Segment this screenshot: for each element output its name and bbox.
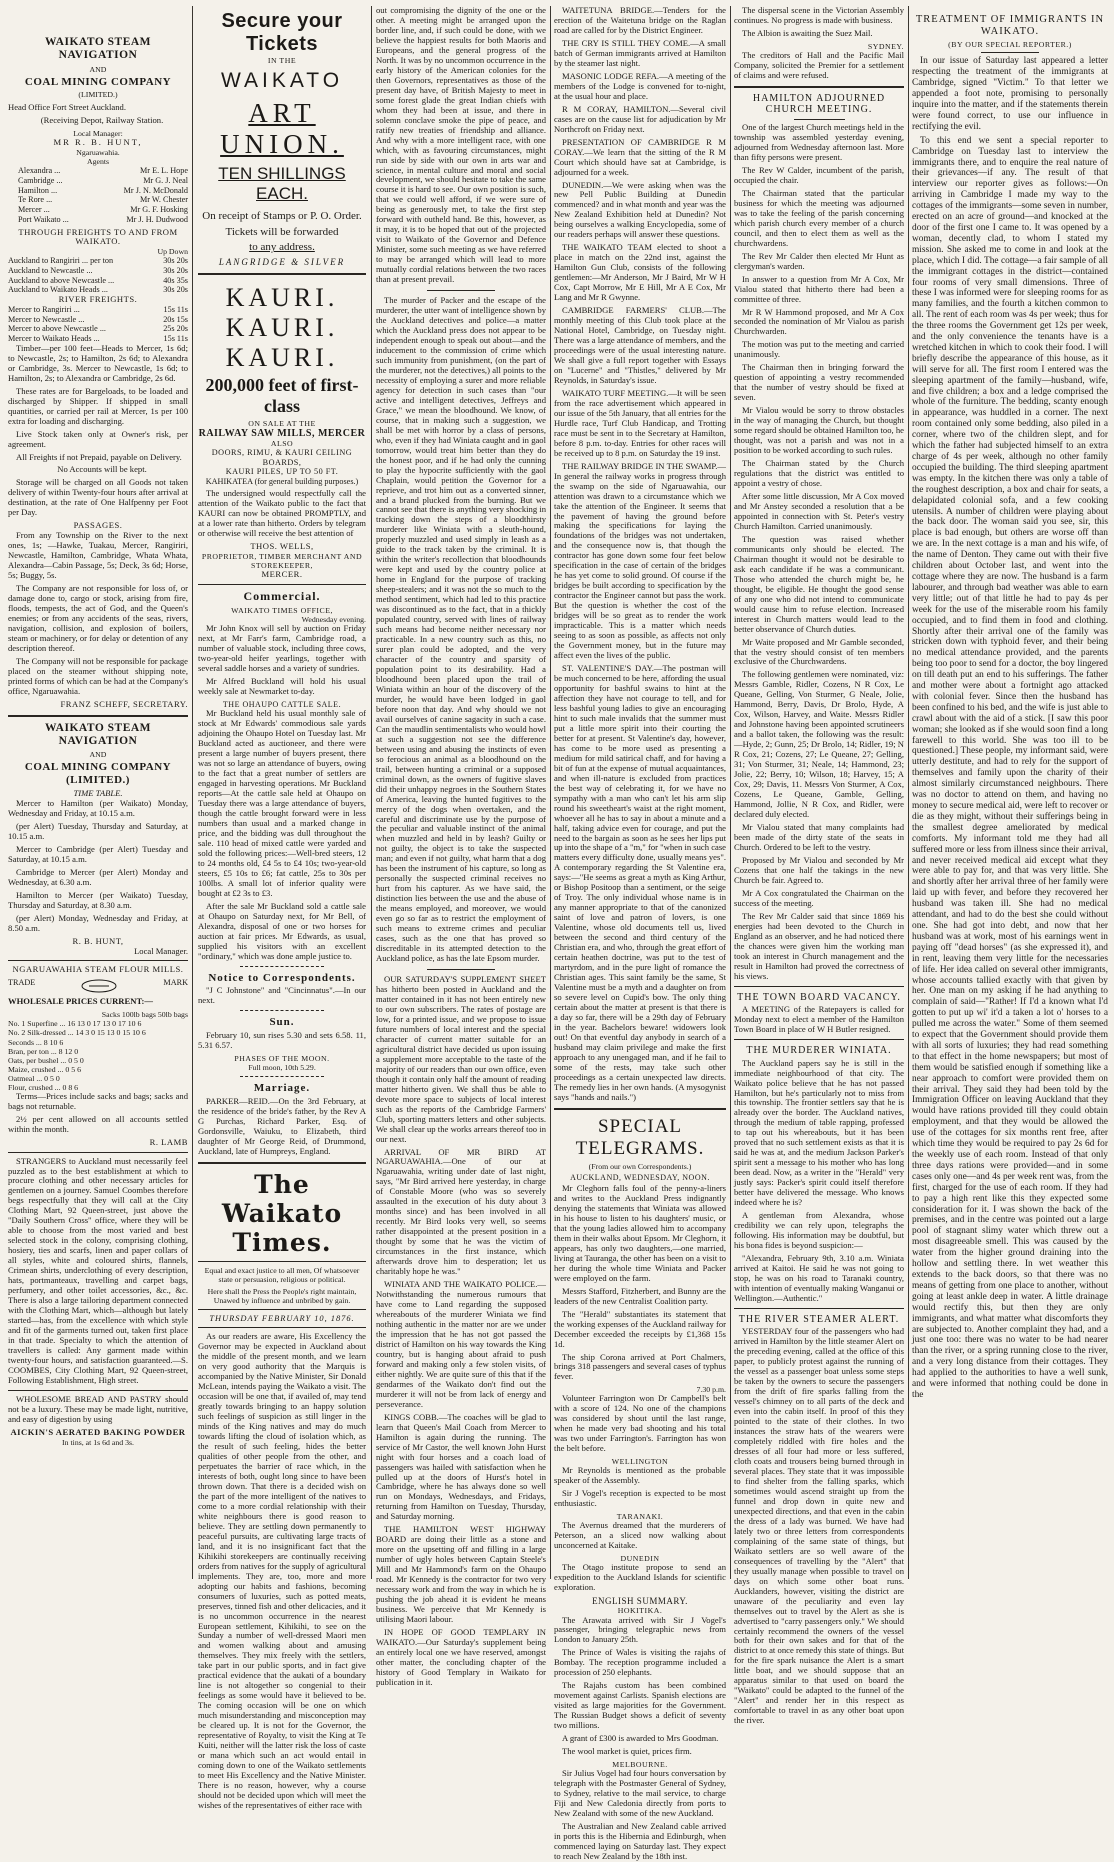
divider [734, 1308, 904, 1309]
secure-tickets-heading: Secure your Tickets [221, 10, 343, 56]
paragraph: The Australian and New Zealand cable arrived in ports this is the Hibernia and Edinburgh, when commenced laying on Saturday last. They expect to reach New Zealand by the 18th inst. [554, 1820, 726, 1861]
paragraph: No Accounts will be kept. [57, 464, 147, 475]
dateline: MELBOURNE. [612, 1760, 668, 1770]
paragraph: The Chairman then in bringing forward the question of appointing a vestry recommended that the number of vestry should be fixed at seven. [734, 362, 904, 403]
also: ALSO [270, 439, 294, 449]
wells-name: THOS. WELLS, [250, 541, 314, 552]
column-6 [912, 6, 1108, 1579]
paragraph: The Company will not be responsible for package placed on the steamer without shipping note, printed forms of which can be had at the Company's office, Ngaruawahia. [8, 655, 188, 696]
paragraph: 2½ per cent allowed on all accounts settled within the month. [8, 1113, 188, 1134]
paragraph: WAITETUNA BRIDGE.—Tenders for the erection of the Waitetuna bridge on the Raglan road are called for by the District Engineer. [554, 5, 726, 35]
divider [198, 273, 366, 275]
coombes-advert: STRANGERS to Auckland must necessarily feel puzzled as to the best establishment at which to procure clothing and other necessary articles for gentlemen on a journey. Samuel Coombes therefore begs respectfully that they will call at the City Clothing Mart, 92 Queen-street, just above the "Daily Southern Cross" office, where they will be able to choose from the most varied and best selected stock in the colony, comprising clothing, hosiery, ties and scarfs, linen and paper collars of all styles, white and coloured shirts, flannels, Crimean shirts, underclothing of every description, hats, portmanteaux, travelling and carpet bags, perfumery, and other toilet accessories, &c., &c. There is also a large tailoring department connected with the Clothing Mart, which—although but lately started—has, from the excellence with which style and fit of the garments turned out, taken first place in that trade. Specialty to which the attention of travellers is called: Any garment made within twenty-four hours, and satisfaction guaranteed.—S. COOMBES, City Clothing Mart, 92 Queen-street, Following Establishment, High street. [8, 1155, 188, 1385]
paragraph: Mr Reynolds is mentioned as the probable speaker of the Assembly. [554, 1465, 726, 1486]
section-heading: TREATMENT OF IMMIGRANTS IN WAIKATO. [915, 14, 1105, 38]
paragraph: Messrs Stafford, Fitzherbert, and Bunny are the leaders of the new Centralist Coalition party. [554, 1285, 726, 1306]
freights-title: THROUGH FREIGHTS TO AND FROM WAIKATO. [18, 226, 178, 247]
section-heading: THE MURDERER WINIATA. [746, 1045, 892, 1056]
paragraph: THE WAIKATO TEAM elected to shoot a place in match on the 22nd inst, against the Hamilton Gun Club, consists of the following gentlemen:—Mr Anderson, Mr J Baird, Mr W H Cox, Capt Morrow, Mr E Hill, Mr A E Cox, Mr Lang and Mr R Gwynne. [554, 242, 726, 303]
dateline: DUNEDIN [620, 1554, 660, 1564]
ten-shillings-heading: TEN SHILLINGS EACH. [218, 164, 346, 204]
paragraph: In our issue of Saturday last appeared a letter respecting the treatment of the immigrants at Cambridge, signed "Victim." To that letter we appended a foot note, promising to personally inquire into the matter, and if the statements therein were found correct, to use our influence in rectifying the evil. [912, 56, 1108, 132]
paragraph: MASONIC LODGE REFA.—A meeting of the members of the Lodge is convened for to-night, at the usual hour and place. [554, 70, 726, 101]
price-row: Flour, crushed ... 0 8 6 [8, 1082, 79, 1092]
bread-advert: WHOLESOME BREAD AND PASTRY should not be a luxury. These may be made light, nutritive, and easy of digestion by using [8, 1393, 188, 1424]
advert-receiving: (Receiving Depot, Railway Station. [40, 115, 164, 126]
divider [734, 986, 904, 987]
paragraph: A grant of £300 is awarded to Mrs Goodman. [562, 1733, 719, 1744]
paragraph: out compromising the dignity of the one or the other. A meeting might be arranged upon the border line, and, if such could be done, with we believe the happiest results for both Maoris and Europeans, and the general progress of the North. It was by no uncommon occurrence in the early history of the American colonies for the then Governors, representatives as those of the present day have, of British Majesty to meet in some forest glade the great Indian chiefs with whom they had been at issue, and there in solemn conclave smoke the pipe of peace, and ratify new treaties of friendship and alliance. And why with a more intelligent race, with one which, with as favouring circumstances, might run side by side with our own in arts war and science, in mental culture and moral and social development, we should hesitate to take the same course it is hard to see. Our own position is such, that we could well afford, if we were sure of being as generously met, to take the first step forward with outheld hand. Be this, however, as it may, it is to be hoped that out of the projected visit to Waikato of the Governor and Defence Minister, some such meeting as we have referred to may be arranged which will lead to more mutually cordial relations between the two races than at present prevail. [376, 5, 546, 285]
kauri-heading: KAURI. KAURI. KAURI. [225, 282, 339, 372]
paragraph: YESTERDAY four of the passengers who had arrived in Hamilton by the little steamer Alert on the preceding evening, called at the office of this paper, to publicly protest against the running of the vessel as a passenger boat unless some steps be taken by the owners to secure the passengers from the drift of fire sparks falling from the vessel's chimney on to all parts of the deck and even into the cabin itself. In proof of this they pointed to the state of their clothes. In two instances the straw hats of the wearers were completely riddled with fire holes and the dresses of all four had more or less suffered, cloth coats and trousers being burned through in several places. They state that it was impossible to find shelter from the falling sparks, which sometimes would ascend straight up from the funnel and drop down in quite new and unexpected directions, and that even in the cabin the dress of a lady was burned. We have had lately two or three letters from correspondents complaining of the same state of things, but Waikato settlers are so well aware of the consequences of travelling by the "Alert" that they usually manage when possible to travel on days on which some other boat runs. Aucklanders, however, visiting the district are unaware of the peculiarity and even lay themselves out to travel by the Alert as she is advertised to "carry passengers only." We should certainly recommend the owners of the vessel both for their own sakes and for that of the district to at once remedy this state of things. But for the fire spark nuisance the Alert is a smart little boat, and we should suppose that an apparatus similar to that used on board the "Waikato" could be adapted to the funnel of the "Alert" and render her in this respect as comfortable to travel in as any other boat upon the river. [734, 1326, 904, 1726]
freight-row: Auckland to above Newcastle ... 40s 35s [8, 275, 188, 285]
paragraph: THE HAMILTON WEST HIGHWAY BOARD are doing their little as a stone and more on the upsetting off and filling in a large number of ugly holes between Captain Steele's Mill and Mr Hammond's farm on the Ohaupo road. Mr Kennedy is the contractor for two very necessary work and from the way in which he is pushing the job ahead it is evident he means business. We perceive that Mr Kennedy is utilising Maori labour. [376, 1524, 546, 1625]
divider [8, 1390, 188, 1391]
freight-row: Auckland to Newcastle ... 30s 20s [8, 266, 188, 276]
divider [734, 1039, 904, 1040]
trade-mark-icon [79, 978, 119, 994]
paragraph: ST. VALENTINE'S DAY.—The postman will be much concerned to be here, affording the usual opportunity for bashful swains to hint at the affection they have not courage to tell, and for less bashful young ladies to give an encouraging hint to such male invalids that the summer must put a little more spirit into their courting the better for at present. St Valentine's day, however, has come to be more used as presenting a medium for mild satirical chaff, and for having a bit of fun at the expense of mutual acquaintances, and when ill-nature is excluded from practices the best way of celebrating it, for we have no sympathy with a man who can't let his arm slip round his sweetheart's waist at the right moment, whoever all he has to say in about a minute and a half, taking advice even for courage, and put the need to the bargain as soon as he sees her lips put up into the shape of a "m," for "when in such case matters every difficulty done, usually means yes". A contemporary regarding the St Valentine era, says:—"He seems as great a myth as King Arthur, or Bishop Positoop than a sentiment, or the seige of Troy. The only individual whose name is in any manner appropriate to that of the canonized saint of love and patron of lovers, is one Valentine, whose old documents tell us, lived between the second and third century of the Christian era, and who, through the great effort of certain heathen doctrine, was put to the test of martyrdom, and in the pure light of romance the Christian ages. This saint family be the same, St Valentine must be a myth and a daughter on from so severe level on Cupid's bow. The only thing certain about the matter at present is that there is a day so far, there will be a 29th day of February in the year. Bachelors beware! widowers look out! On that eventful day anybody in search of a husband may claim privilege and make the first approach to any unengaged man, and if he fail to some of the rests, may take such other proceedings as a certain unexpected law directs. The remedy lies in her own hands. (A mysogynist says "hands and nails.") [554, 663, 726, 1102]
dateline: WELLINGTON [611, 1457, 669, 1467]
column-3 [376, 5, 546, 1687]
paragraph: After the sale Mr Buckland sold a cattle sale at Ohaupo on Saturday next, for Mr Bell, of Alexandra, disposal of one or two horses for auction at fair prices. Mr Edwards, as usual, supplied his visitors with an excellent "ordinary," which was done ample justice to. [198, 900, 366, 961]
byline: (BY OUR SPECIAL REPORTER.) [948, 40, 1072, 50]
paragraph: PARKER—REID.—On the 3rd February, at the residence of the bride's father, by the Rev A G Purchas, Richard Parker, Esq. of Gordonsville, Waiuku, to Elizabeth, third daughter of Mr George Reid, of Drummond, Auckland, late of Humpreys, England. [198, 1095, 366, 1156]
agent-row: Alexandra ... Mr E. L. Hope [18, 166, 188, 176]
divider [8, 715, 188, 717]
paragraph: PRESENTATION OF CAMBRIDGE R M CORAY.—We learn that the sitting of the R M Court which should have sat at Cambridge, is adjourned for a week. [554, 136, 726, 177]
freight-row: Mercer to Waikato Heads ... 15s 11s [8, 334, 188, 344]
commercial-office: WAIKATO TIMES OFFICE, [231, 606, 333, 616]
paragraph: The question was raised whether communicants only should be elected. The Chairman thought it would not be desirable to ask each candidate if he was a communicant. Those who attended the church might be, he thought, be eligible. He thought the good sense of any one who did not intend to communicate would cause him to refuse election. Increased interest in Church matters would lead to the better observance of Church duties. [734, 533, 904, 634]
paragraph: Mr Waite proposed and Mr Gamble seconded, that the vestry should consist of ten members exclusive of the Churchwardens. [734, 636, 904, 667]
timetable-entry: (per Alert) Monday, Wednesday and Friday, at 8.50 a.m. [8, 912, 188, 933]
waikato-heading: WAIKATO [220, 69, 344, 93]
art-union-advert [198, 10, 366, 268]
paragraph: The wool market is quiet, prices firm. [562, 1746, 692, 1757]
price-row: Maize, crushed ... 0 5 6 [8, 1064, 81, 1074]
leader-article: As our readers are aware, His Excellency the Governor may be expected in Auckland about the middle of the present month, and we learn on very good authority that the Marquis is accompanied by the Native Minister, Sir Donald McLean, intends paying the Waikato a visit. The occasion will be one that, if availed of, may tend greatly towards bringing to an happy solution such feelings of suspicion as still linger in the minds of the King natives and may do much towards lifting the cloud of isolation which, as the result of such feeling, hides the better qualities of other people from the other, and perpetuates the barrier of race which, in the interests of both, ought long since to have been thrown down. That there is a decided wish on the part of the more intelligent of the natives to come to a more cordial relationship with their white neighbours there is good reason to believe. They are settling down permanently to peaceful pursuits, are cultivating large tracts of land, and it is no insignificant fact that the Kihikihi storekeepers are continually receiving orders from natives for the supply of agricultural implements. They are, too, more and more adopting our habits and fashions, becoming consumers of luxuries, such as potted meats, preserves, tinned fish and other delicacies, and it is no uncommon occurrence in the nearest European settlement, Kihikihi, to see on the Sunday a number of well-dressed Maori men and women walking about and amusing themselves. They mix freely with the settlers, take part in our public sports, and in fact give practical evidence that the aukati of a boundary line is not altogether so congenial to their feelings as some would have it believed to be. The coming occasion will be one on which much misunderstanding and misconception may be cleared up. It is not for the Governor, the representative of Royalty, to visit the King at Te Kuiti, neither will the latter risk the loss of caste or mana which such an act would entail in coming down to one of the Waikato settlements to meet His Excellency and the Native Minister. There is no reason, however, why a course should not be decided upon which will meet the wishes of the representatives of either race with [198, 1331, 366, 1810]
dateline: SYDNEY. [867, 41, 904, 51]
paragraph: The undersigned would respectfully call the attention of the Waikato public to the fact that KAURI can now be obtained PROMPTLY, and at a lower rate than hitherto. Orders by telegram or otherwise will receive the best attention of [198, 488, 366, 539]
paragraph: The murder of Packer and the escape of the murderer, the utter want of intelligence shown by the Auckland detectives and police—a matter which the Auckland press does not appear to be independent enough to speak out about—and the inducement to the commission of crime which such immunity from punishment, (on the part of the murderer, not the detectives,) all points to the necessity of employing a surer and more reliable agency for detection in such cases than "our active and intelligent detectives, Jeffreys and Grace," we mean the bloodhound. We know, of course, that in making such a suggestion, we shall be met with horror by a class of persons, who, even if they had Winiata caught and in gaol tomorrow, would treat him better than they do the honest poor, and if he had only the cunning to play the hypocrite sufficiently with the gaol Chaplain, would petition the Governor for a reprieve, and trot him out as a converted sinner, and a brand plucked from the burning. But we cannot see that there is anything very shocking in tracking down the steps of a bloodthirsty murderer like Winiata with a sleuth-hound, properly muzzled and used simply in leash as a guide to the track taken by the criminal. It is within the writer's recollection that bloodhounds were kept and used by the country police at home in England for the purpose of tracking sheep-stealers; and it was not the so much to the method sentiment, which had led to this practice was discontinued as to the fact, that in a thickly populated country, served with lines of railway such means had become neither necessary nor practicable. In a new country such as this, no surer plan could be adopted, and the very character of the country and sparsity of population point to its desirability. Had a bloodhound been placed upon the trail of Winiata within an hour of the discovery of the murder, he would have been lodged in gaol before noon that day. And why should we not avail ourselves of canine sagacity in such a case. Can the maudlin sentimentalists who would howl at such a suggestion not see the difference between using and abusing the instincts of even so ferocious an animal as a bloodhound on the trail, between hunting a criminal or a supposed criminal down, as the owners of fugitive slaves did their unhappy negroes in the Southern States of America, leaving the hunted fugitives to the mercy of the dogs when overtaken, and the careful and discriminate use by the purpose of the peculiar and valuable instinct of the animal when muzzled and held in by leash? Guilty or not guilty, the object is to take the suspected man; and even if not guilty, what harm that a dog has been the instrument of his capture, so long as personally the suspected criminal receives no hurt from his capturer. As we have said, the distinction lies between the use and the abuse of the means employed, and moreover, we would even go so far as to restrict the employment of such means to extreme crimes and peculiar cases, such as the one that has proved so discreditable in its attempted detection to the Auckland police, as has the late Epsom murder. [376, 295, 546, 964]
paragraph: The Rajahs custom has been combined movement against Carlists. Spanish elections are visited as large majorities for the Government. The Russian Budget shows a deficit of seventy two millions. [554, 1680, 726, 1731]
advert-title: WAIKATO STEAM NAVIGATION [44, 36, 152, 62]
divider [240, 966, 324, 967]
paragraph: CAMBRIDGE FARMERS' CLUB.—The monthly meeting of this Club took place at the National Hotel, Cambridge, on Tuesday night. There was a large attendance of members, and the proceedings were of the usual interesting nature. We shall give a full report together with Essays on "Lucerne" and "Thistles," delivered by Mr Reynolds, in Saturday's issue. [554, 305, 726, 385]
dateline: THURSDAY FEBRUARY 10, 1876. [209, 1313, 355, 1323]
commercial-date: Wednesday evening. [301, 615, 366, 625]
freight-row: Mercer to above Newcastle ... 25s 20s [8, 324, 188, 334]
column-rule [550, 6, 551, 1579]
paragraph: Mr Alfred Buckland will hold his usual weekly sale at Newmarket to-day. [198, 676, 366, 697]
paragraph: All Freights if not Prepaid, payable on Delivery. [16, 451, 182, 462]
on-receipt: On receipt of Stamps or P. O. Order. [202, 209, 362, 222]
paragraph: After some little discussion, Mr A Cox moved and Mr Anstey seconded a resolution that a be appointed in connection with St. Peter's vestry Church Hamilton. Carried unanimously. [734, 490, 904, 531]
divider [427, 290, 495, 291]
any-address: to any address. [249, 241, 315, 254]
masthead: The Waikato Times. [221, 1169, 343, 1257]
section-heading: THE TOWN BOARD VACANCY. [737, 991, 901, 1003]
timetable-entry: Mercer to Cambridge (per Alert) Tuesday and Saturday, at 10.15 a.m. [8, 843, 188, 864]
paragraph: THE CRY IS STILL THEY COME.—A small batch of German immigrants arrived at Hamilton by the steamer last night. [554, 37, 726, 68]
divider [240, 1076, 324, 1077]
manager-name: MR R. B. HUNT, [53, 137, 143, 148]
divider [240, 1010, 324, 1011]
langridge-silver: LANGRIDGE & SILVER [218, 257, 346, 268]
agents-list [8, 166, 188, 224]
moon-heading: PHASES OF THE MOON. [234, 1053, 330, 1063]
mill-name: RAILWAY SAW MILLS, MERCER [198, 427, 366, 439]
passages-title: PASSAGES. [73, 520, 123, 531]
paragraph: THE RAILWAY BRIDGE IN THE SWAMP.—In general the railway works in progress through the swamp on the side of Ngaruawahia, our attention was drawn to a circumstance which we take the attention of the Engineer. It seems that the pavement of having the ground before making the specifications for laying the foundations of the bridges was not undertaken, and the consequence now is, that though the contractor has gone down some four feet below specification in the case of certain of the bridges he has yet come to solid ground. Of course if the bridges be built according to specification by the contractor the Engineer cannot but pass the work. But the question is whether the cost of the bridges will be so great as to render the work impracticable. This is a matter which needs seeing to as soon as possible, as affects not only the Government money, but in the future may affect even the lives of the public. [554, 460, 726, 661]
column-5 [734, 5, 904, 1726]
paragraph: Mr John Knox will sell by auction on Friday next, at Mr Farr's farm, Cambridge road, a number of valuable stock, including three cows, two-year-old heifer yearlings, together with several saddle horses and a variety of sundries. [198, 623, 366, 674]
special-telegrams-sub: (From our own Correspondents.) [588, 1161, 692, 1171]
section-heading: Commercial. [243, 589, 321, 604]
paragraph: The Rev Mr Calder then elected Mr Hunt as clergyman's warden. [734, 250, 904, 271]
manager-title: Local Manager. [134, 945, 188, 956]
aickin-price: In tins, at 1s 6d and 3s. [62, 1437, 134, 1447]
manager-label: Local Manager: [73, 129, 123, 139]
piles: KAURI PILES, UP TO 50 FT. [225, 467, 339, 477]
paragraph: Storage will be charged on all Goods not taken delivery of within Twenty-four hours after arrival at destination, at the rate of One Halfpenny per Foot per Day. [8, 477, 188, 518]
paragraph: Timber—per 100 feet—Heads to Mercer, 1s 6d; to Newcastle, 2s; to Hamilton, 2s 6d; to Alexandra or Cambridge, 3s. Mercer to Newcastle, 1s 6d; to Hamilton, 2s; to Alexandra or Cambridge, 2s 6d. [8, 342, 188, 383]
kahikatea: KAHIKATEA (for general building purposes.) [205, 476, 359, 486]
divider [8, 1152, 188, 1153]
paragraph: The ship Corona arrived at Port Chalmers, brings 318 passengers and several cases of typhus fever. [554, 1351, 726, 1382]
section-heading: Marriage. [253, 1081, 311, 1094]
divider [198, 1309, 366, 1310]
motto: Here shall the Press the People's right maintain, Unawed by influence and unbribed by gain. [207, 1286, 357, 1305]
secretary-signature: FRANZ SCHEFF, SECRETARY. [60, 698, 188, 709]
flour-mills-advert [8, 965, 188, 1147]
paragraph: Proposed by Mr Vialou and seconded by Mr Cozens that one half the takings in the new Church be fair. Agreed to. [734, 854, 904, 885]
freight-row: Mercer to Newcastle ... 20s 15s [8, 314, 188, 324]
column-rule [192, 6, 193, 1579]
time-stamp: 7.30 p.m. [696, 1385, 726, 1395]
dateline: HOKITIKA. [617, 1606, 663, 1616]
paragraph: The Otago institute propose to send an expedition to the Auckland Islands for scientific exploration. [554, 1562, 726, 1593]
price-row: Seconds ... 8 10 6 [8, 1037, 64, 1047]
timetable-advert [8, 722, 188, 957]
ohaupo-title: THE OHAUPO CATTLE SALE. [222, 700, 342, 710]
paragraph: Mr Vialou stated that many complaints had been made of the dirty state of the seats in Church. Ordered to be left to the vestry. [734, 821, 904, 852]
paragraph: Mr Vialou would be sorry to throw obstacles in the way of managing the Church, but thought some regard should be obtained Hamilton too, he thought, was not a parish and was not in a position to be worked according to such rules. [734, 405, 904, 456]
section-heading: Notice to Correspondents. [208, 971, 356, 984]
divider [198, 1162, 366, 1164]
sacks-heading: Sacks 100lb bags 50lb bags [101, 1010, 188, 1020]
trade-mark: TRADE MARK [8, 978, 188, 994]
timetable-entry: Mercer to Hamilton (per Waikato) Monday, Wednesday and Friday, at 10.15 a.m. [8, 797, 188, 818]
agent-row: Hamilton ... Mr J. N. McDonald [18, 185, 188, 195]
paragraph: Volunteer Farrington won Dr Campbell's belt with a score of 124. No one of the champions was considered by shout until the last range, when he made very bad shooting and his total was two under Farrington's. Farrington has won the belt before. [554, 1393, 726, 1454]
paragraph: The Prince of Wales is visiting the rajahs of Bombay. The reception programme included a procession of 250 elephants. [554, 1647, 726, 1678]
paragraph: A MEETING of the Ratepayers is called for Monday next to elect a member of the Hamilton Town Board in place of W H Butler resigned. [734, 1004, 904, 1035]
divider [198, 584, 366, 585]
paragraph: OUR SATURDAY'S SUPPLEMENT SHEET has hitherto been posted in Auckland and the matter contained in it has not been entirely new to our own subscribers. The rates of postage are low, for a printed issue, and we propose to issue future numbers of local interest and the special character of current matter suitable for an agricultural district have decided us upon issuing a supplement more acceptable to the taste of the majority of our readers than our own office, even though it contain only half the amount of reading matter hitherto given. We shall thus be able to devote more space to subjects of local interest such as the reports of the Cambridge Farmers' Club, sporting matters letters and other subjects. We shall clear up the works arrears thereof too in our next. [376, 974, 546, 1144]
in-the: IN THE [267, 56, 297, 66]
column-rule [371, 6, 372, 1579]
agent-row: Mercer ... Mr G. F. Hosking [18, 205, 188, 215]
timetable-title: TIME TABLE. [73, 787, 123, 798]
paragraph: The Albion is awaiting the Suez Mail. [742, 27, 873, 38]
divider [981, 52, 1040, 53]
wells-place: MERCER. [261, 569, 303, 580]
section-heading: Sun. [269, 1016, 295, 1029]
section-heading: THE RIVER STEAMER ALERT. [738, 1313, 900, 1325]
advert-and: AND [89, 750, 107, 760]
paragraph: "Alexandra, February 9th, 3.10 a.m. Winiata arrived at Kaitoi. He said he was not going to stop, he was on his road to Taranaki country, with intention of eventually making Wanganui or Wellington.—Authentic." [734, 1253, 904, 1303]
freight-row: Auckland to Rangiriri ... per ton 30s 20s [8, 256, 188, 266]
kauri-advert [198, 283, 366, 581]
section-heading: HAMILTON ADJOURNED CHURCH MEETING. [752, 92, 886, 116]
moon-body: Full moon, 10th 5.29. [248, 1062, 316, 1072]
paragraph: Sir Julius Vogel had four hours conversation by telegraph with the Postmaster General of Sydney, to Sydney, relative to the mail service, to charge Fiji and New Caledonia directly from ports to New Zealand with some of the new Auckland. [554, 1768, 726, 1819]
paragraph: A gentleman from Alexandra, whose credibility we can rely upon, telegraphs the following. His information may be doubtful, but his bona fides is beyond suspicion:— [734, 1210, 904, 1251]
agents-label: Agents [86, 157, 110, 167]
paragraph: WAIKATO TURF MEETING.—It will be seen from the race advertisement which appeared in our issue of the 5th January, that all entries for the Hurdle race, Turf Club Handicap, and Trotting race must be sent in to the Secretary at Hamilton, before 8 p.m. to-day. Entries for other races will be received up to 8 p.m. on Saturday the 19 inst. [554, 387, 726, 458]
freight-row: Mercer to Rangiriri ... 15s 11s [8, 305, 188, 315]
paragraph: WINIATA AND THE WAIKATO POLICE.—Notwithstanding the numerous rumours that have come to Land regarding the supposed whereabouts of the murderer Winiata we find nothing authentic in the matter nor are we under the impression that he has not got passed the district of Hamilton on his way towards the King country, but is hanging about afraid to push forward and making only a few stolen visits, of either nightly. We are quite sure of this that if the gendarmes of the Waikato don't find out the murderer it will not be from lack of energy and perseverance. [376, 1279, 546, 1409]
paragraph: The dispersal scene in the Victorian Assembly continues. No progress is made with business. [734, 5, 904, 25]
column-1 [8, 6, 188, 1579]
boards: DOORS, RIMU, & KAURI CEILING BOARDS, [211, 448, 353, 467]
paragraph: February 10, sun rises 5.30 and sets 6.58. 11, 5.31 6.57. [198, 1029, 366, 1050]
advert-title: WAIKATO STEAM NAVIGATION [44, 721, 152, 748]
on-sale: ON SALE AT THE [248, 418, 316, 428]
price-row: No. 2 Silk-dressed ... 14 3 0 15 13 0 15 10 6 [8, 1028, 146, 1038]
manager-town: Ngaruawahia. [76, 148, 120, 158]
freight-row: Auckland to Waikato Heads ... 30s 20s [8, 285, 188, 295]
art-union-heading: ART UNION. [220, 97, 344, 160]
column-rule [908, 6, 909, 1579]
advert-and: AND [89, 64, 107, 74]
paragraph: The Company are not responsible for loss of, or damage done to, cargo or stock, arising from fire, floods, tempests, the act of God, and the Queen's enemies; or from any accidents of the seas, rivers, navigation, collision, and explosion of boilers, steam or machinery, or for delay or detention of any description thereof. [8, 583, 188, 653]
aickin-advert: AICKIN'S AERATED BAKING POWDER [10, 1426, 186, 1437]
divider [198, 1327, 366, 1328]
divider [8, 960, 188, 961]
paragraph: The following gentlemen were nominated, viz: Messrs Gamble, Ridler, Cozens, N R Cox, Le Queane, Gelling, Von Sturmer, G Neale, Jolie, Hammond, Berry, Davis, Dr Brolo, Hyde, A Cox, Wilson, Harvey, and Waite. Messrs Ridler and Johnstone having been appointed scrutineers and a ballot taken, the following was the result:—Hyde, 2; Gunn, 25; Dr Brolo, 14; Ridler, 19; N R Cox, 21; Cozens, 27; Le Queane, 27; Gelling, 31; Von Sturmer, 31; Neale, 14; Hammond, 23; Jolie, 22; Berry, 10; Wilson, 18; Harvey, 15; A Cox, 29; Davis, 11. Messrs Von Sturmer, A Cox, Cozens, Le Queane, Gamble, Gelling, Hammond, Jollie, N R Cox, and Ridler, were declared duly elected. [734, 669, 904, 819]
price-row: Oatmeal ... 0 5 0 [8, 1073, 60, 1083]
divider [427, 969, 495, 970]
wholesale-heading: WHOLESALE PRICES CURRENT:— [8, 996, 154, 1007]
paragraph: The Auckland papers say he is still in the immediate neighbourhood of that city. The Waikato police believe that he has not passed Hamilton, but he's particularly not to miss from this township. The frontier settlers say that he is already over the border. The Auckland natives, through the medium of table rapping, professed to tap out his whereabouts, but it has been proved that no such settlement exists as that it is said he was at, and the medium Jackson Parker's spirit sent a message to his mother who has long been dead. Now, as a writer in the "Herald" very justly says: Packer's spirit could itself therefore better have delivered the message. Who knows indeed where he is? [734, 1057, 904, 1208]
navigation-advert [8, 36, 188, 710]
divider [734, 86, 904, 88]
paragraph: Mr R W Hammond proposed, and Mr A Cox seconded the nomination of Mr Vialou as parish Churchwarden. [734, 306, 904, 337]
paragraph: ARRIVAL OF MR BIRD AT NGARUAWAHIA.—One of our at Ngaruawahia, writing under date of last night, says, "Mr Bird arrived here yesterday, in charge of Constable Moore (who was so severely assaulted in the execution of his duty about 3 months since) and has been involved in all recently. Mr Bird looks very well, so seems rather disappointed at the present position in a thought by some that he was the victim of circumstances in the first instance, which afterwards drove him to desperation; let us charitably hope he was." [376, 1146, 546, 1277]
paragraph: The Rev Mr Calder said that since 1869 his energies had been devoted to the Church in England as an observer, and he had noticed there the chances were given him the working man took an interest in Church management and the result in Hamilton had proved the correctness of his views. [734, 910, 904, 981]
timetable-entry: Hamilton to Mercer (per Waikato) Tuesday, Thursday and Saturday, at 8.30 a.m. [8, 889, 188, 910]
feet-heading: 200,000 feet of first-class [205, 374, 359, 416]
paragraph: To this end we sent a special reporter to Cambridge on Tuesday last to interview the immigrants there, and to enquire the real nature of their grievances—if any. The result of that interview our reporter gives as follows:—On arriving in Cambridge I made my way to the cottages of the immigrants—some seven in number, erected on an acre of ground—and knocked at the door of the first one I came to. It was opened by a woman, decently clad, to whom I stated my mission. She asked me to come in and look at the place, which I did. The cottage—a fair sample of all the immigrant cottages in the district—contained four rooms of very small dimensions. Three of these I was informed were for sleeping rooms for as many families, and the fourth a kitchen common to all. The rent of each room was 4s per week; thus for the three rooms the Government get 12s per week, and the only convenience the tenants have is a wretched kitchen in which to cook their food. I will briefly describe the appearance of this house, as it will serve for all. The first room I entered was the sleeping apartment of the family—husband, wife, and five children; a box and a ledge comprised the whole of the furniture. The bedding, scanty enough in appearance, was huddled in a corner. The next room contained only some bedding, also piled in a corner, where two of the children slept, and for which the father had subjected himself to an extra charge of 4s per week, although no other family occupied the building. The third sleeping apartment was empty. In the kitchen there was only a table of the roughest description, a box and chair for seats, a delapidated colonial sofa, and a few cooking utensils. A number of children were playing about the back door. The woman said you see, sir, this place is bad enough, but others are worse off than we are. In the next cottage is a man and his wife, of the name of Denton. They came out with their five children about October last, and went into the cottage where they are now. The husband is a farm labourer, and through bad weather was able to earn very little; out of that little he had to pay 4s per week for the use of the miserable room his family occupied, and to find them in food and clothing. Shortly after their arrival one of the family was stricken down with typhoid fever, and their being no medical attendance provided, and the parents being too poor to send for a doctor, the boy lingered on till death put an end to his sufferings. The father and mother were about a fortnight ago attacked with colonial fever. Since then the husband has been confined to his bed, and the wife is just able to crawl about with the aid of a stick. [I saw this poor woman; she looked as if she would soon find a long farewell to this world. She was too ill to be questioned.] These people, my informant said, were utterly destitute, and had to rely for the support of themselves and family upon the charity of their almost similarly circumstanced neighbours. There was no doctor to attend on them, and having no money to secure medical aid, were left to recover or die as they might, without their sufferings being in the smallest degree ameliorated by medical comforts. My informant told me they had all suffered more or less from illness since their arrival, and never received medical aid except what they were able to pay for, and that was very little. She and shortly after her arrival three of her family were laid up with fever, and before they recovered her husband was taken ill. She had no medical attendant, and had to do the best she could without one. She had got into debt, and now that her husband was at work, most of his earnings went in paying off "dead horses" (as she expressed it), and in rent, leaving them very little for the necessaries of life. Her idea called on several other immigrants, whose accounts tallied exactly with that given by her. One man on my asking if he had anything to complain of said—"Rather! If I'd a known what I'd gotten to put up wi' it'd a taken a lot o' horses to a pulled me across the water." Some of them seemed to expect that the Government should provide them with all sorts of luxuries; they had read something to that effect in the home newspapers; but most of them would be satisfied enough if something like a near approach to comfort were provided them on their arrival. They said they had been told by the Immigration Officer on leaving Auckland that they would have rations provided till they could obtain employment, and that they would be allowed the use of the cottages for six months rent free, after which time they would be required to pay 2s 6d for the weekly use of each room. Instead of that only three days rations were provided—and in some cases only one—and 4s per week rent was, from the first, charged for the use of each room. If they had to pay a high rent like this they expected some consideration for it. I was shown the back of the premises, and in the centre was pointed out a large pool of stagnant slimy water which threw out a most disagreeable smell. This was caused by the water from the higher ground draining into the hollow and settling there. In wet weather this extends to the back doors, so that there was no means of getting from one place to another, without going at least ankle deep in water. A little drainage would rectify this, but then they are only immigrants, and what matter what discomforts they are subjected to. Another complaint they had, and a just one too: there was no water to be had nearer than the river, or a spring running close to the river, and a very long distance from their cottages. They had applied to the authorities to have a well sunk, and were informed that nothing could be done in the [912, 135, 1108, 1400]
section-heading: ENGLISH SUMMARY. [592, 1596, 688, 1607]
paragraph: The Arawata arrived with Sir J Vogel's passenger, bringing telegraphic news from London to January 25th. [554, 1614, 726, 1645]
paragraph: The motion was put to the meeting and carried unanimously. [734, 339, 904, 360]
paragraph: One of the largest Church meetings held in the township was assembled yesterday evening, adjourned from Wednesday afternoon last. More than fifty persons were present. [734, 122, 904, 162]
paragraph: Mr Cleghorn falls foul of the penny-a-liners and writes to the Auckland Press indignantly denying the statements that Winiata was allowed in his house to listen to his daughters' music, or that the young ladies allowed him to accompany them in their walks about Epsom. Mr Cleghorn, it appears, has only two daughters,—one married, living at Tauranga, the other has been on a visit to her during the whole time Winiata and Packer were employed on the farm. [554, 1183, 726, 1283]
paragraph: R M CORAY, HAMILTON.—Several civil cases are on the cause list for adjudication by Mr Northcroft on Friday next. [554, 103, 726, 134]
price-row: No. 1 Superfine ... 16 13 0 17 13 0 17 10 6 [8, 1019, 142, 1029]
wells-title: PROPRIETOR, TIMBER MERCHANT AND STOREKEEPER, [201, 552, 363, 571]
timetable-entry: (per Alert) Tuesday, Thursday and Saturday, at 10.15 a.m. [8, 820, 188, 841]
price-row: Oats, per bushel ... 0 5 0 [8, 1055, 84, 1065]
divider [794, 119, 845, 120]
paragraph: IN HOPE OF GOOD TEMPLARY IN WAIKATO.—Our Saturday's supplement being an entirely local one we have reserved, amongst other matter, the concluding chapter of the history of Good Templary in Waikato for publication in it. [376, 1627, 546, 1687]
advert-office: Head Office Fort Street Auckland. [8, 102, 126, 113]
special-telegrams-heading: SPECIAL TELEGRAMS. [575, 1115, 705, 1159]
paragraph: Mr Buckland held his usual monthly sale of stock at Mr Edwards' commodious sale yards adjoining the Ohaupo Hotel on Tuesday last. Mr Buckland acted as auctioneer, and there were present a large number of buyers present, there was not so large an attendance of buyers, owing to the fact that a great number of settlers are engaged in harvesting operations. Mr Buckland reports—At the cattle sale held at Ohaupo on Tuesday there was a large attendance of buyers, though the cattle brought forward were in less numbers than usual and a marked change in price, and the bidding was dull throughout the sale. 110 head of mixed cattle were yarded and sold the following prices:—Well-bred steers, 12 to 24 months old, £4 5s to £4 10s; two-year-old steers, £5 10s to £6; fat cattle, 25s to 30s per 100lbs. A small lot of inferior quality were bought at £2 3s to £3. [198, 708, 366, 898]
freights-head: Up Down [157, 247, 188, 257]
advert-subtitle: COAL MINING COMPANY (LIMITED.) [24, 761, 172, 787]
paragraph: Live Stock taken only at Owner's risk, per agreement. [8, 428, 188, 449]
paragraph: The "Herald" substantiates its statement that the working expenses of the Auckland railway for December exceeded the receipts by £1,368 15s 1d. [554, 1308, 726, 1349]
price-row: Bran, per ton ... 8 12 0 [8, 1046, 79, 1056]
paragraph: These rates are for Bargeloads, to be loaded and discharged by Shipper. If shipped in small quantities, or carried per rail at Mercer, 1s per 100 extra for loading and discharging. [8, 385, 188, 426]
divider [198, 1261, 366, 1262]
advert-subtitle: COAL MINING COMPANY [24, 75, 172, 88]
paragraph: The Avernus dreamed that the murderers of Peterson, an a sliced now walking about unconcerned at Kaitake. [554, 1520, 726, 1551]
manager-name: R. B. HUNT, [72, 935, 124, 946]
dateline: AUCKLAND, WEDNESDAY, NOON. [570, 1172, 710, 1182]
column-4 [554, 5, 726, 1861]
paragraph: "J C Johnstone" and "Cincinnatus".—In our next. [198, 985, 366, 1006]
paragraph: Sir J Vogel's reception is expected to be most enthusiastic. [554, 1488, 726, 1509]
paragraph: The creditors of Hall and the Pacific Mail Company, solicited the Premier for a settlement of claims and were refused. [734, 49, 904, 80]
column-rule [730, 6, 731, 1579]
paragraph: Mr A Cox congratulated the Chairman on the success of the meeting. [734, 887, 904, 908]
paragraph: In answer to a question from Mr A Cox, Mr Vialou stated that hitherto there had been a committee of three. [734, 273, 904, 304]
paragraph: KINGS COBB.—The coaches will be glad to learn that Queen's Mail Coach from Mercer to Hamilton is again during the running. The service of Mr Castor, the well known John Hurst night with four horses and a coach load of passengers was hailed with satisfaction when he pulled up at the doors of Hurst's hotel in Cambridge, where he has always done so well run on Mondays, Wednesdays, and Fridays, returning from Hamilton on Tuesday, Thursday, and Saturday morning. [376, 1411, 546, 1522]
paragraph: The Chairman stated by the Church regulations that the district was entitled to appoint a vestry of chose. [734, 458, 904, 488]
motto: Equal and exact justice to all men, Of whatsoever state or persuasion, religious or political. [204, 1265, 360, 1284]
mills-signature: R. LAMB [149, 1136, 188, 1147]
divider [554, 1108, 726, 1110]
advert-limited: (LIMITED.) [78, 90, 118, 100]
river-freights-title: RIVER FREIGHTS. [58, 294, 138, 305]
paragraph: Terms—Prices include sacks and bags; sacks and bags not returnable. [8, 1090, 188, 1111]
mills-title: NGARUAWAHIA STEAM FLOUR MILLS. [12, 964, 184, 975]
paragraph: The Chairman stated that the particular business for which the meeting was adjourned was to take the feeling of the parish concerning which parish church every member of a church council, and then to elect them as well as the churchwardens. [734, 187, 904, 248]
paragraph: From any Township on the River to the next ones, 1s; —Hawke, Tuakau, Mercer, Rangiriri, Newcastle, Hamilton, Cambridge, Whata Whata, Alexandra—Cabin Passage, 5s; Deck, 3s 6d; Horse, 5s; Buggy, 5s. [8, 530, 188, 581]
timetable-entry: Cambridge to Mercer (per Alert) Monday and Wednesday, at 6.30 a.m. [8, 866, 188, 887]
agent-row: Te Rore ... Mr W. Chester [18, 195, 188, 205]
agent-row: Cambridge ... Mr G. J. Neal [18, 176, 188, 186]
dateline: TARANAKI. [616, 1512, 664, 1522]
paragraph: The Rev W Calder, incumbent of the parish, occupied the chair. [734, 164, 904, 185]
tickets-forwarded: Tickets will be forwarded [225, 225, 339, 238]
agent-row: Port Waikato ... Mr J. H. Dudwood [18, 214, 188, 224]
paragraph: DUNEDIN.—We were asking when was the new Pell Public Building at Dunedin commenced? and in what month and year was the New Zealand Exhibition held at Dunedin? Not being ourselves a walking Encyclopedia, some of our readers perhaps will answer these questions. [554, 179, 726, 240]
column-2 [198, 6, 366, 1810]
